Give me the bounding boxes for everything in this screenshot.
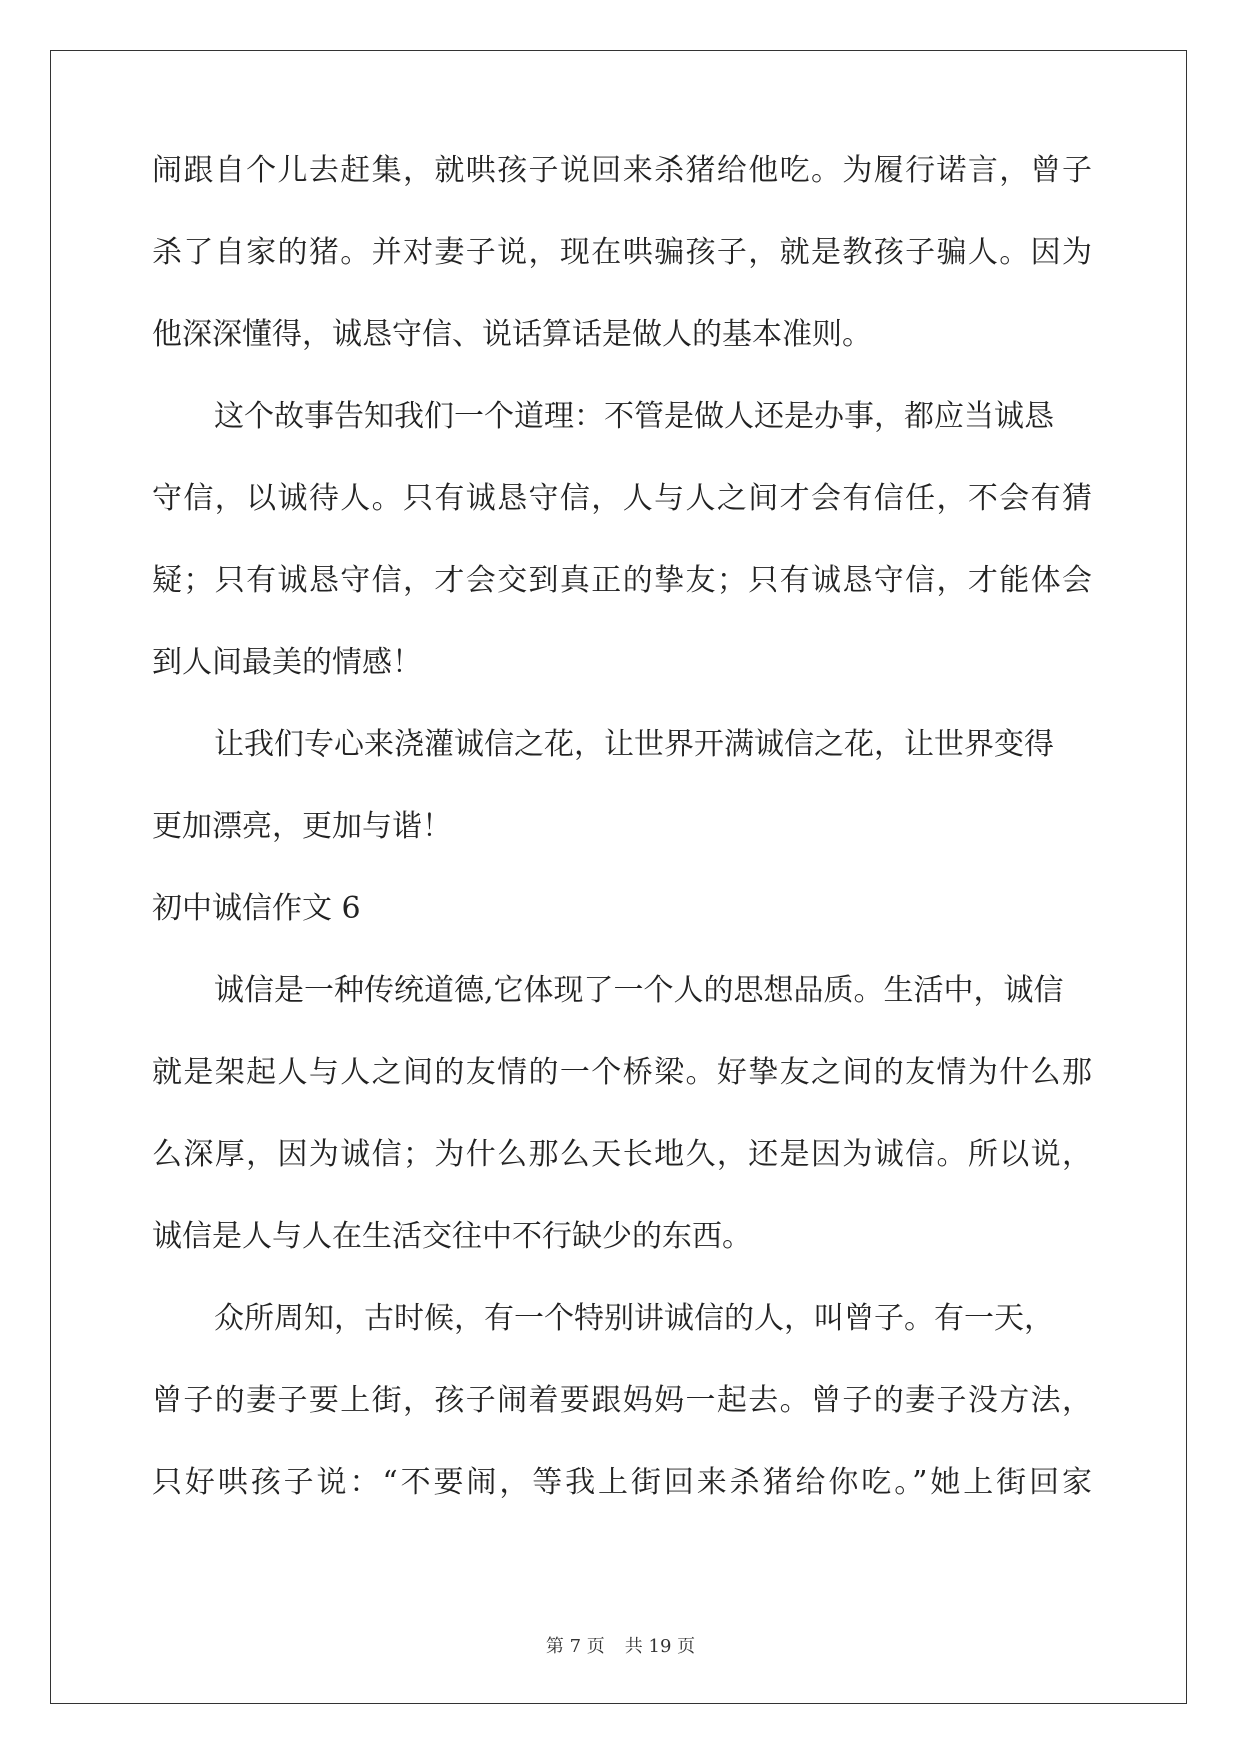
text-line-4: 这个故事告知我们一个道理：不管是做人还是办事，都应当诚恳 (214, 399, 1054, 434)
text-line-3: 他深深懂得，诚恳守信、说话算话是做人的基本准则。 (152, 317, 872, 352)
page-total: 共 19 页 (624, 1636, 696, 1657)
text-line-5: 守信，以诚待人。只有诚恳守信，人与人之间才会有信任，不会有猜 (152, 481, 1092, 516)
section-heading: 初中诚信作文 6 (152, 891, 361, 926)
text-line-1: 闹跟自个儿去赶集，就哄孩子说回来杀猪给他吃。为履行诺言，曾子 (152, 153, 1092, 188)
text-line-6: 疑；只有诚恳守信，才会交到真正的挚友；只有诚恳守信，才能体会 (152, 563, 1092, 598)
page-footer (0, 1632, 1241, 1658)
text-line-11: 诚信是一种传统道德,它体现了一个人的思想品质。生活中，诚信 (214, 973, 1064, 1008)
text-line-7: 到人间最美的情感！ (152, 645, 422, 680)
page-number: 第 7 页 (545, 1636, 605, 1657)
text-line-9: 更加漂亮，更加与谐！ (152, 809, 452, 844)
text-line-8: 让我们专心来浇灌诚信之花，让世界开满诚信之花，让世界变得 (214, 727, 1054, 762)
text-line-17: 只好哄孩子说：“不要闹，等我上街回来杀猪给你吃。”她上街回家 (152, 1465, 1092, 1500)
text-line-14: 诚信是人与人在生活交往中不行缺少的东西。 (152, 1219, 752, 1254)
text-line-16: 曾子的妻子要上街，孩子闹着要跟妈妈一起去。曾子的妻子没方法， (152, 1383, 1092, 1418)
text-line-13: 么深厚，因为诚信；为什么那么天长地久，还是因为诚信。所以说， (152, 1137, 1092, 1172)
text-line-2: 杀了自家的猪。并对妻子说，现在哄骗孩子，就是教孩子骗人。因为 (152, 235, 1092, 270)
text-line-15: 众所周知，古时候，有一个特别讲诚信的人，叫曾子。有一天， (214, 1301, 1054, 1336)
document-body (152, 130, 1092, 1524)
text-line-12: 就是架起人与人之间的友情的一个桥梁。好挚友之间的友情为什么那 (152, 1055, 1092, 1090)
